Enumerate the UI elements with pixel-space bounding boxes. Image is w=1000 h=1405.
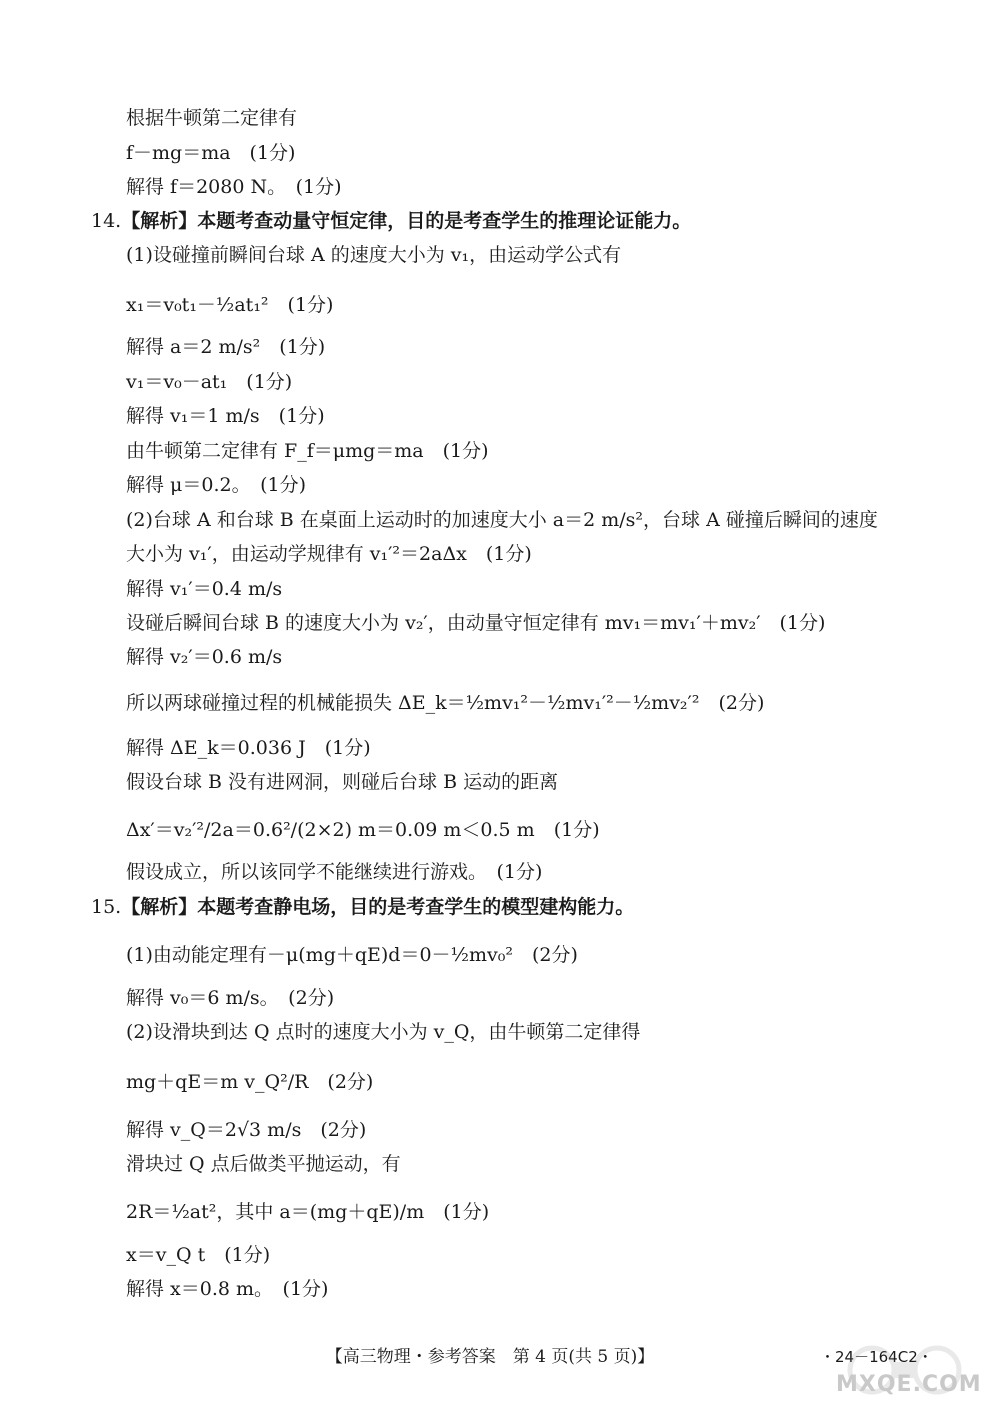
text-line: 假设台球 B 没有进网洞，则碰后台球 B 运动的距离: [126, 771, 559, 793]
text-line: 解得 v₀＝6 m/s。 (2分): [126, 987, 335, 1009]
text-line: 解得 f＝2080 N。 (1分): [126, 176, 342, 198]
equation-line: Δx′＝v₂′²/2a＝0.6²/(2×2) m＝0.09 m＜0.5 m (1分): [126, 819, 600, 841]
text-line: 解得 μ＝0.2。 (1分): [126, 474, 307, 496]
equation-line: v₁＝v₀－at₁ (1分): [126, 371, 293, 393]
equation-line: x＝v_Q t (1分): [126, 1244, 271, 1266]
equation-line: 所以两球碰撞过程的机械能损失 ΔE_k＝½mv₁²－½mv₁′²－½mv₂′² (2分): [126, 692, 765, 714]
text-line: 滑块过 Q 点后做类平抛运动，有: [126, 1153, 401, 1175]
text-line: 假设成立，所以该同学不能继续进行游戏。 (1分): [126, 861, 543, 883]
text-line: 解得 a＝2 m/s² (1分): [126, 336, 326, 358]
text-line: (2)台球 A 和台球 B 在桌面上运动时的加速度大小 a＝2 m/s²，台球 A 碰撞后瞬间的速度: [126, 509, 878, 531]
text-line: 解得 v₁′＝0.4 m/s: [126, 578, 283, 600]
equation-line: mg＋qE＝m v_Q²/R (2分): [126, 1071, 374, 1093]
text-line: 大小为 v₁′，由运动学规律有 v₁′²＝2aΔx (1分): [126, 543, 532, 565]
paper-code: ・24－164C2・: [820, 1348, 933, 1366]
watermark-url: MXQE.COM: [836, 1372, 982, 1397]
text-line: (2)设滑块到达 Q 点时的速度大小为 v_Q，由牛顿第二定律得: [126, 1021, 641, 1043]
text-line: 解得 x＝0.8 m。 (1分): [126, 1278, 329, 1300]
question-number: 15.: [91, 896, 122, 918]
text-line: 解得 ΔE_k＝0.036 J (1分): [126, 737, 371, 759]
text-line: 由牛顿第二定律有 F_f＝μmg＝ma (1分): [126, 440, 489, 462]
equation-line: (1)由动能定理有－μ(mg＋qE)d＝0－½mv₀² (2分): [126, 944, 578, 966]
analysis-heading: 【解析】本题考查静电场，目的是考查学生的模型建构能力。: [121, 896, 635, 918]
text-line: 设碰后瞬间台球 B 的速度大小为 v₂′，由动量守恒定律有 mv₁＝mv₁′＋mv₂′ (1分): [126, 612, 826, 634]
equation-line: 2R＝½at²，其中 a＝(mg＋qE)/m (1分): [126, 1201, 490, 1223]
text-line: 解得 v₂′＝0.6 m/s: [126, 646, 283, 668]
question-14-heading: [91, 209, 691, 233]
text-line: 根据牛顿第二定律有: [126, 107, 298, 129]
equation-line: x₁＝v₀t₁－½at₁² (1分): [126, 294, 334, 316]
text-line: 解得 v_Q＝2√3 m/s (2分): [126, 1119, 367, 1141]
text-line: 解得 v₁＝1 m/s (1分): [126, 405, 325, 427]
text-line: (1)设碰撞前瞬间台球 A 的速度大小为 v₁，由运动学公式有: [126, 244, 622, 266]
equation-line: f－mg＝ma (1分): [126, 142, 296, 164]
page-footer: 【高三物理・参考答案 第 4 页(共 5 页)】: [325, 1347, 655, 1367]
question-number: 14.: [91, 210, 122, 232]
question-15-heading: [91, 895, 634, 919]
analysis-heading: 【解析】本题考查动量守恒定律，目的是考查学生的推理论证能力。: [121, 210, 692, 232]
